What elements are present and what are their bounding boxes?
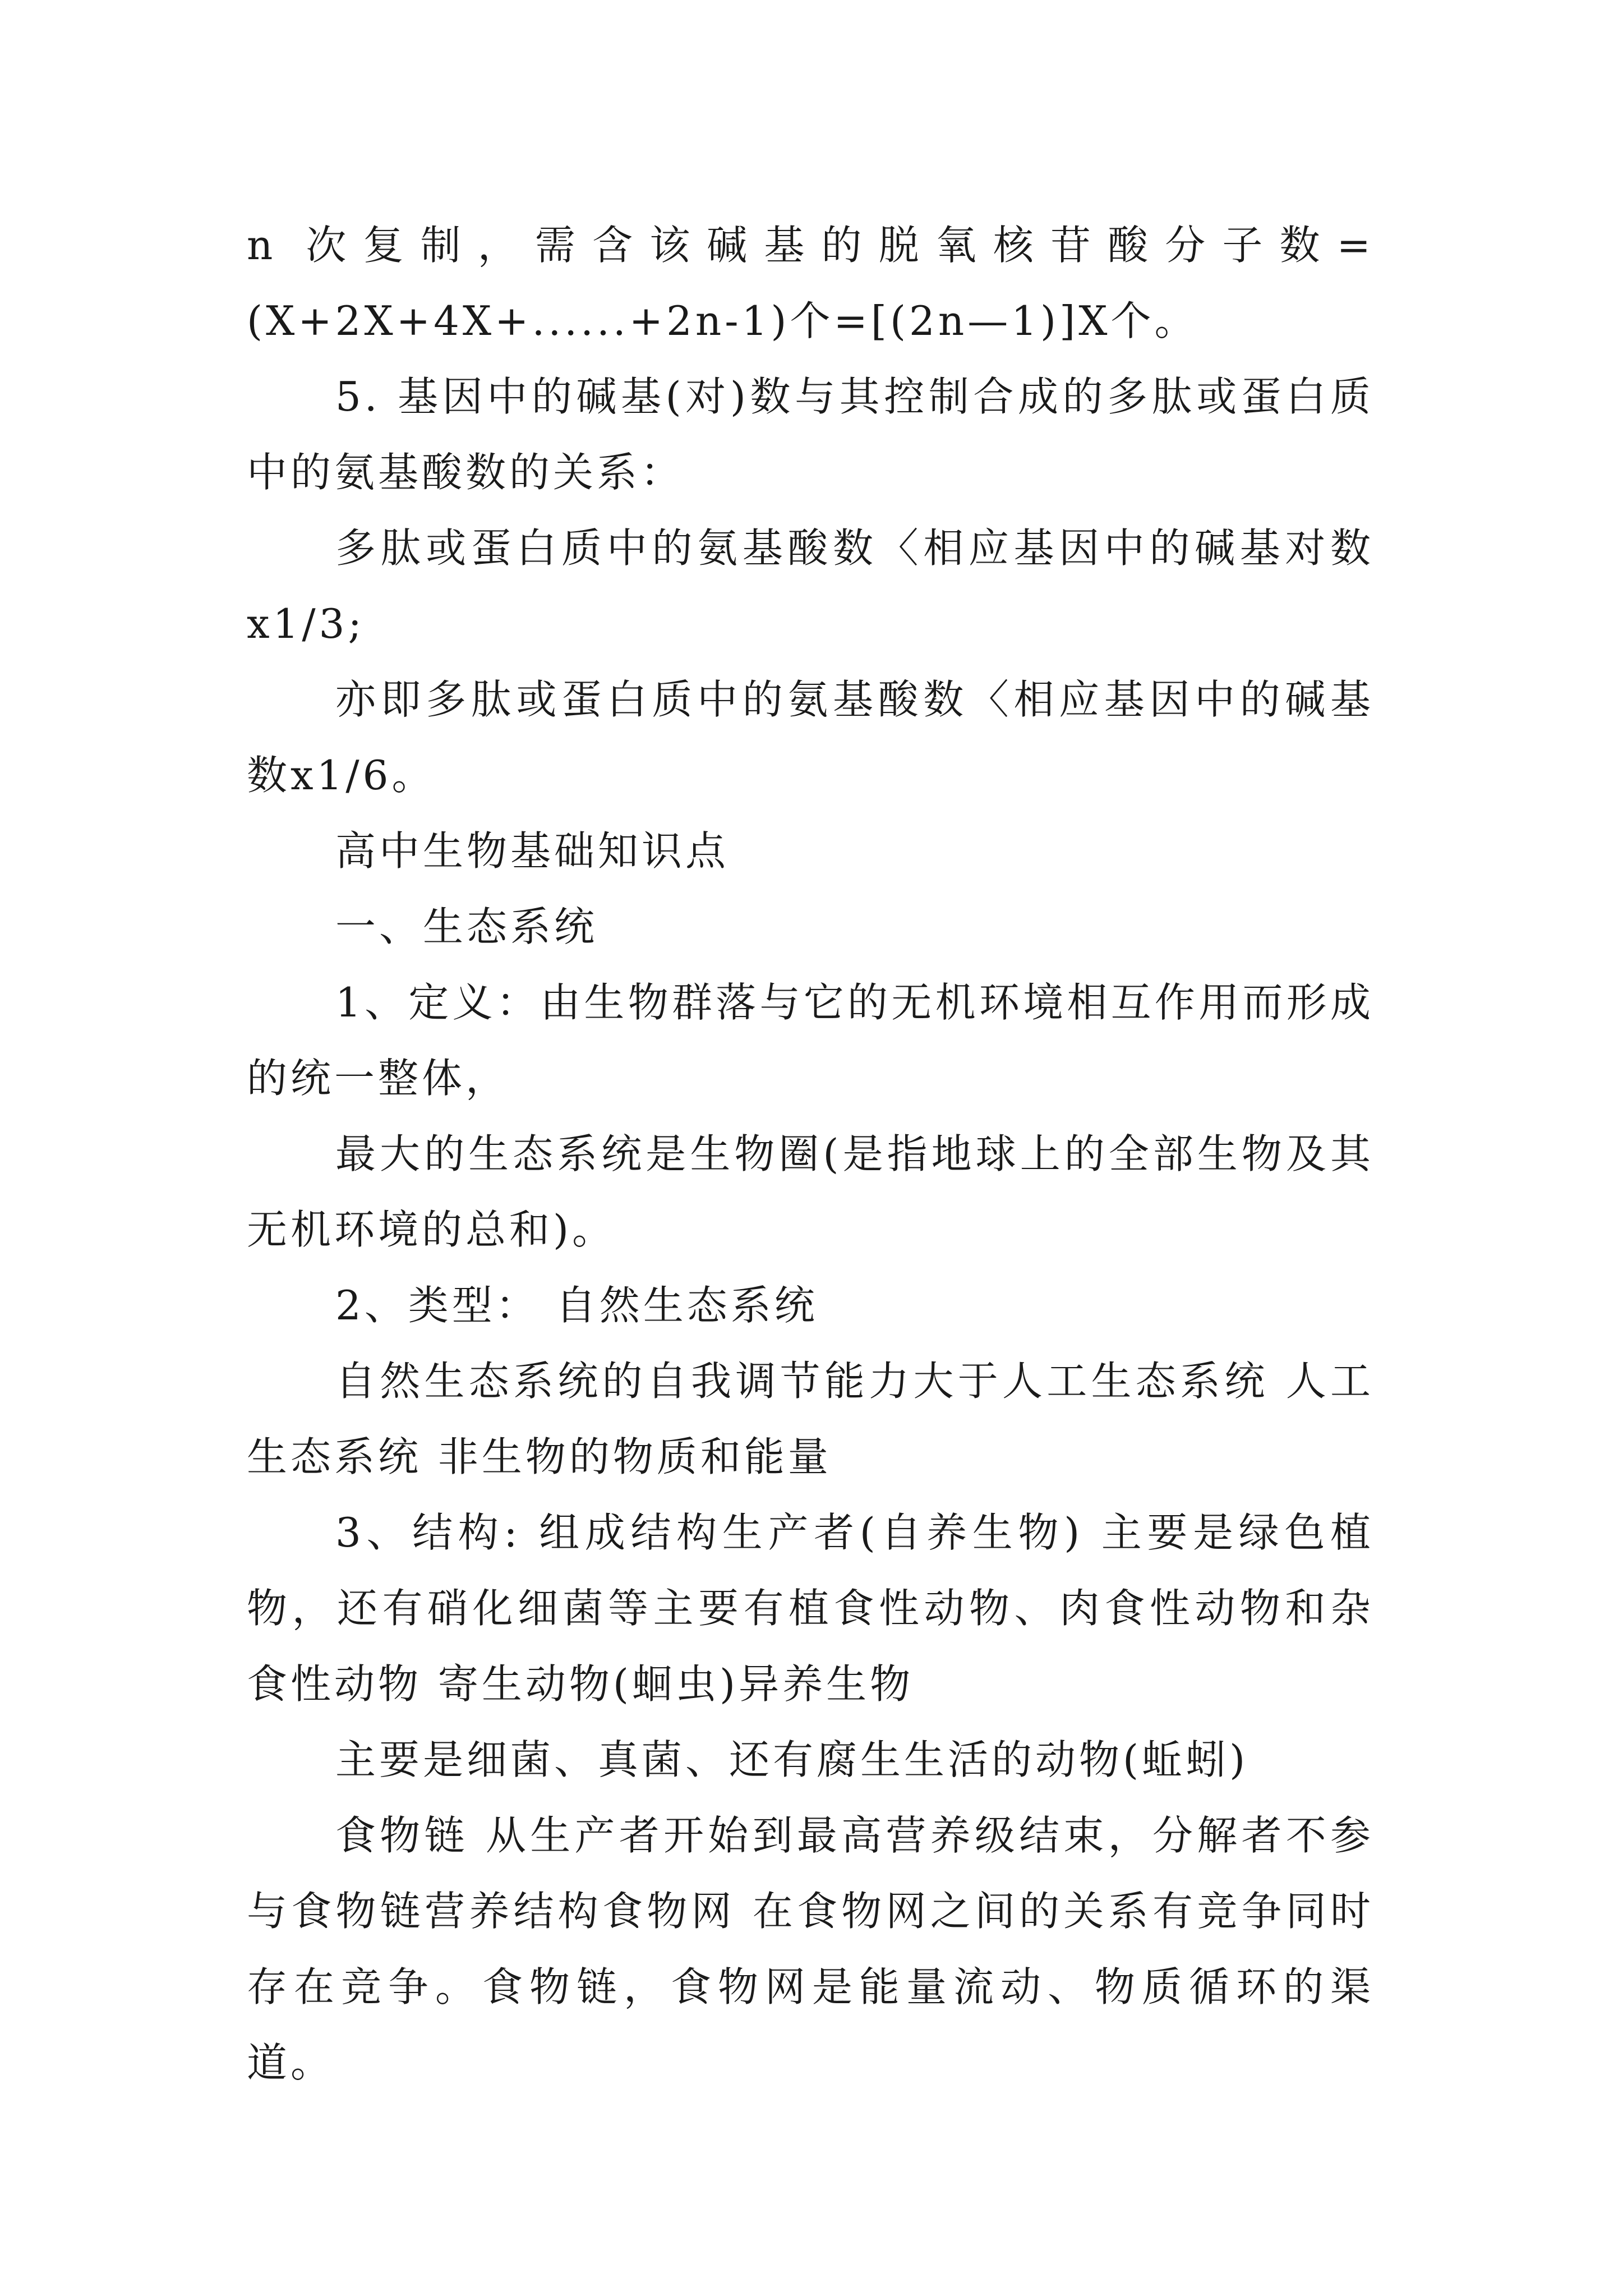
paragraph-replication-formula: n 次复制，需含该碱基的脱氧核苷酸分子数=(X+2X+4X+......+2n-1)个=[(2n—1)]X个。 <box>247 222 1374 344</box>
section-heading-ecosystem: 一、生态系统 <box>335 903 598 950</box>
paragraph-amino-acid-base-pairs: 多肽或蛋白质中的氨基酸数〈相应基因中的碱基对数x1/3; <box>247 524 1374 647</box>
paragraph-biosphere: 最大的生态系统是生物圈(是指地球上的全部生物及其无机环境的总和)。 <box>247 1130 1374 1253</box>
paragraph-decomposers: 主要是细菌、真菌、还有腐生生活的动物(蚯蚓) <box>335 1736 1249 1783</box>
paragraph-base-amino-relation: 5. 基因中的碱基(对)数与其控制合成的多肽或蛋白质中的氨基酸数的关系： <box>247 373 1374 496</box>
paragraph-amino-acid-bases: 亦即多肽或蛋白质中的氨基酸数〈相应基因中的碱基数x1/6。 <box>247 676 1374 799</box>
paragraph-structure: 3、结构: 组成结构生产者(自养生物) 主要是绿色植物，还有硝化细菌等主要有植食性动物、肉食性动物和杂食性动物 寄生动物(蛔虫)异养生物 <box>247 1509 1374 1708</box>
section-title: 高中生物基础知识点 <box>335 827 730 875</box>
paragraph-food-chain: 食物链 从生产者开始到最高营养级结束，分解者不参与食物链营养结构食物网 在食物网之间的关系有竞争同时存在竞争。食物链，食物网是能量流动、物质循环的渠道。 <box>247 1812 1374 2086</box>
paragraph-types: 2、类型： 自然生态系统 <box>335 1282 818 1329</box>
document-body <box>247 208 1374 2101</box>
paragraph-self-regulation: 自然生态系统的自我调节能力大于人工生态系统 人工生态系统 非生物的物质和能量 <box>247 1358 1374 1480</box>
paragraph-definition: 1、定义：由生物群落与它的无机环境相互作用而形成的统一整体， <box>247 979 1374 1102</box>
